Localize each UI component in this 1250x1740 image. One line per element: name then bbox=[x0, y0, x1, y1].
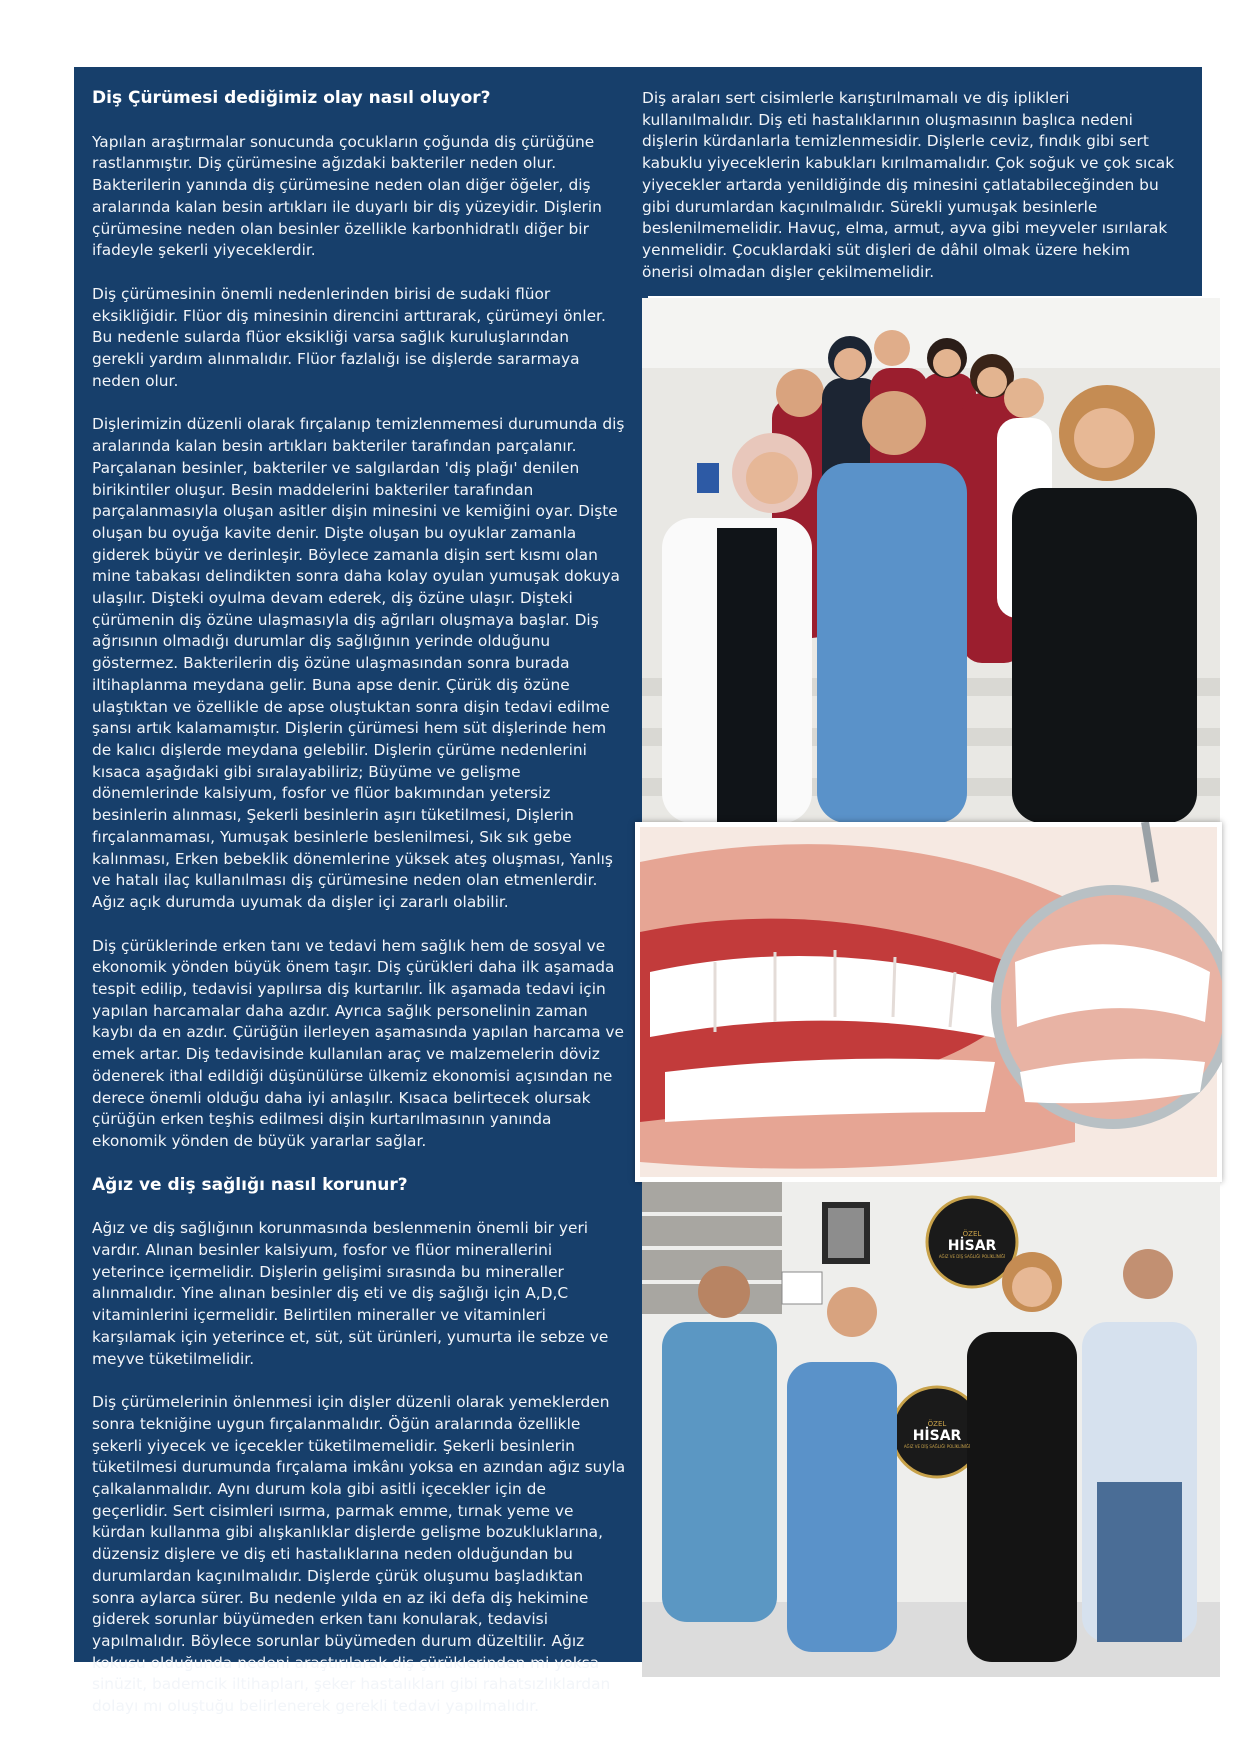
paragraph-2: Diş çürümesinin önemli nedenlerinden birisi de sudaki flüor eksikliğidir. Flüor diş minesinin direncini arttırarak, çürümeyi önler. Bu nedenle sularda flüor eksikliği varsa sağlık kuruluşlarından gerekli yardım alınmalıdır. Flüor fazlalığı ise dişlerde sararmaya neden olur. bbox=[92, 284, 606, 390]
logo-brand-2: HİSAR bbox=[912, 1428, 962, 1444]
clinic-logo-top bbox=[929, 1230, 1015, 1259]
page-footer bbox=[1089, 1681, 1222, 1695]
smile-mirror-photo bbox=[635, 822, 1222, 1182]
paragraph-6: Diş çürümelerinin önlenmesi için dişler düzenli olarak yemeklerden sonra tekniğine uygun fırçalanmalıdır. Öğün aralarında özellikle şekerli yiyecek ve içecekler tüketilmemelidir. Şekerli besinlerin tüketilmesi durumunda fırçalama imkânı yoksa en azından ağız suyla çalkalanmalıdır. Aynı durum kola gibi asitli içecekler için de geçerlidir. Sert cisimleri ısırma, parmak emme, tırnak yeme ve kürdan kullanma gibi alışkanlıklar dişlerde gelişme bozukluklarına, düzensiz dişlere ve diş eti hastalıklarına neden olduğundan bu durumlardan kaçınılmalıdır. Dişlerde çürük oluşumu başladıktan sonra aylarca sürer. Bu nedenle yılda en az iki defa diş hekimine giderek sorunlar büyümeden erken tanı konularak, tedavisi yapılmalıdır. Böylece sorunlar büyümeden durum düzeltilir. Ağız kokusu olduğunda nedeni araştırılarak diş çürüklerinden mi yoksa sinüzit, bademcik iltihapları, şeker hastalıkları gibi rahatsızlıklardan dolayı mı oluştuğu belirlenerek gerekli tedavi yapılmalıdır. bbox=[92, 1393, 626, 1716]
clinic-logo-bottom bbox=[894, 1420, 980, 1449]
heading-tooth-decay: Diş Çürümesi dediğimiz olay nasıl oluyor? bbox=[92, 88, 491, 108]
logo-prefix: ÖZEL bbox=[962, 1230, 982, 1238]
logo-sub: AĞIZ VE DİŞ SAĞLIĞI POLİKLİNİĞİ bbox=[938, 1254, 1006, 1259]
paragraph-7: Diş araları sert cisimlerle karıştırılmamalı ve diş iplikleri kullanılmalıdır. Diş eti hastalıklarının oluşmasının başlıca nedeni dişlerin kürdanlarla temizlenmesidir. Dişlerle ceviz, fındık gibi sert kabuklu yiyeceklerin kabukları kırılmamalıdır. Çok soğuk ve çok sıcak yiyecekler artarda yenildiğinde diş minesini çatlatabileceğinden bu gibi durumlardan kaçınılmalıdır. Sürekli yumuşak besinlerle beslenilmemelidir. Havuç, elma, armut, ayva gibi meyveler ısırılarak yenmelidir. Çocuklardaki süt dişleri de dâhil olmak üzere hekim önerisi olmadan dişler çekilmemelidir. bbox=[642, 89, 1175, 281]
logo-prefix-2: ÖZEL bbox=[927, 1420, 947, 1428]
paragraph-1: Yapılan araştırmalar sonucunda çocukların çoğunda diş çürüğüne rastlanmıştır. Diş çürümesine ağızdaki bakteriler neden olur. Bakterilerin yanında diş çürümesine neden olan diğer öğeler, diş aralarında kalan besin artıkları ile duyarlı bir diş yüzeyidir. Dişlerin çürümesine neden olan besinler özellikle karbonhidratlı diğer bir ifadeyle şekerli yiyeceklerdir. bbox=[92, 132, 602, 260]
footer-divider bbox=[1190, 1681, 1191, 1695]
paragraph-5: Ağız ve diş sağlığının korunmasında beslenmenin önemli bir yeri vardır. Alınan besinler kalsiyum, fosfor ve flüor minerallerini yeterince içermelidir. Dişlerin gelişimi sırasında bu mineraller alınmalıdır. Yine alınan besinler diş eti ve diş sağlığı için A,D,C vitaminlerini içermelidir. Belirtilen mineraller ve vitaminleri karşılamak için yeterince et, süt, süt ürünleri, yumurta ile sebze ve meyve tüketilmelidir. bbox=[92, 1219, 609, 1368]
paragraph-4: Diş çürüklerinde erken tanı ve tedavi hem sağlık hem de sosyal ve ekonomik yönden büyük önem taşır. Diş çürükleri daha ilk aşamada tespit edilip, tedavisi yapılırsa diş kurtarılır. İlk aşamada tedavi için yapılan harcamalar daha azdır. Ayrıca sağlık personelinin zaman kaybı da en azdır. Çürüğün ilerleyen aşamasında yapılan harcama ve emek artar. Diş tedavisinde kullanılan araç ve malzemelerin döviz ödenerek ithal edildiği düşünülürse ülkemiz ekonomisi açısından ne derece önemli olduğu daha iyi anlaşılır. Kısaca belirtecek olursak çürüğün erken teşhis edilmesi dişin kurtarılmasının yanında ekonomik yönden de büyük yararlar sağlar. bbox=[92, 936, 624, 1150]
logo-brand: HİSAR bbox=[947, 1238, 997, 1254]
heading-oral-health: Ağız ve diş sağlığı nasıl korunur? bbox=[92, 1174, 408, 1195]
staff-group-photo bbox=[642, 298, 1220, 823]
logo-sub-2: AĞIZ VE DİŞ SAĞLIĞI POLİKLİNİĞİ bbox=[903, 1444, 971, 1449]
article-column-left bbox=[92, 88, 626, 1740]
page-number: 123 bbox=[1196, 1681, 1222, 1695]
article-column-right bbox=[642, 88, 1177, 305]
footer-site: zirvedekiler.kim bbox=[1089, 1681, 1184, 1695]
paragraph-3: Dişlerimizin düzenli olarak fırçalanıp temizlenmemesi durumunda diş aralarında kalan besin artıkları bakteriler tarafından parçalanır. Parçalanan besinler, bakteriler ve salgılardan 'diş plağı' denilen birikintiler oluşur. Besin maddelerini bakteriler tarafından parçalanmasıyla oluşan asitler dişin minesini ve kemiğini oyar. Dişte oluşan bu oyuğa kavite denir. Dişte oluşan bu oyuklar zamanla giderek büyür ve derinleşir. Böylece zamanla dişin sert kısmı olan mine tabakası delindikten sonra daha kolay oyulan yumuşak dokuya ulaşılır. Dişteki oyulma devam ederek, diş özüne ulaşır. Dişteki çürümenin diş özüne ulaşmasıyla diş ağrıları oluşmaya başlar. Diş ağrısının olmadığı durumlar diş sağlığının yerinde olduğunu göstermez. Bakterilerin diş özüne ulaşmasından sonra burada iltihaplanma meydana gelir. Buna apse denir. Çürük diş özüne ulaştıktan ve özellikle de apse oluştuktan sonra dişin tedavi edilme şansı artık kalamamıştır. Dişlerin çürümesi hem süt dişlerinde hem de kalıcı dişlerde meydana gelebilir. Dişlerin çürüme nedenlerini kısaca aşağıdaki gibi sıralayabiliriz; Büyüme ve gelişme dönemlerinde kalsiyum, fosfor ve flüor bakımından yetersiz besinlerin alınması, Şekerli besinlerin aşırı tüketilmesi, Dişlerin fırçalanmaması, Yumuşak besinlerle beslenilmesi, Sık sık gebe kalınması, Erken bebeklik dönemlerine yüksek ateş oluşması, Yanlış ve hatalı ilaç kullanılması diş çürümesine neden olan etmenlerdir. Ağız açık durumda uyumak da dişler içi zararlı olabilir. bbox=[92, 415, 625, 911]
